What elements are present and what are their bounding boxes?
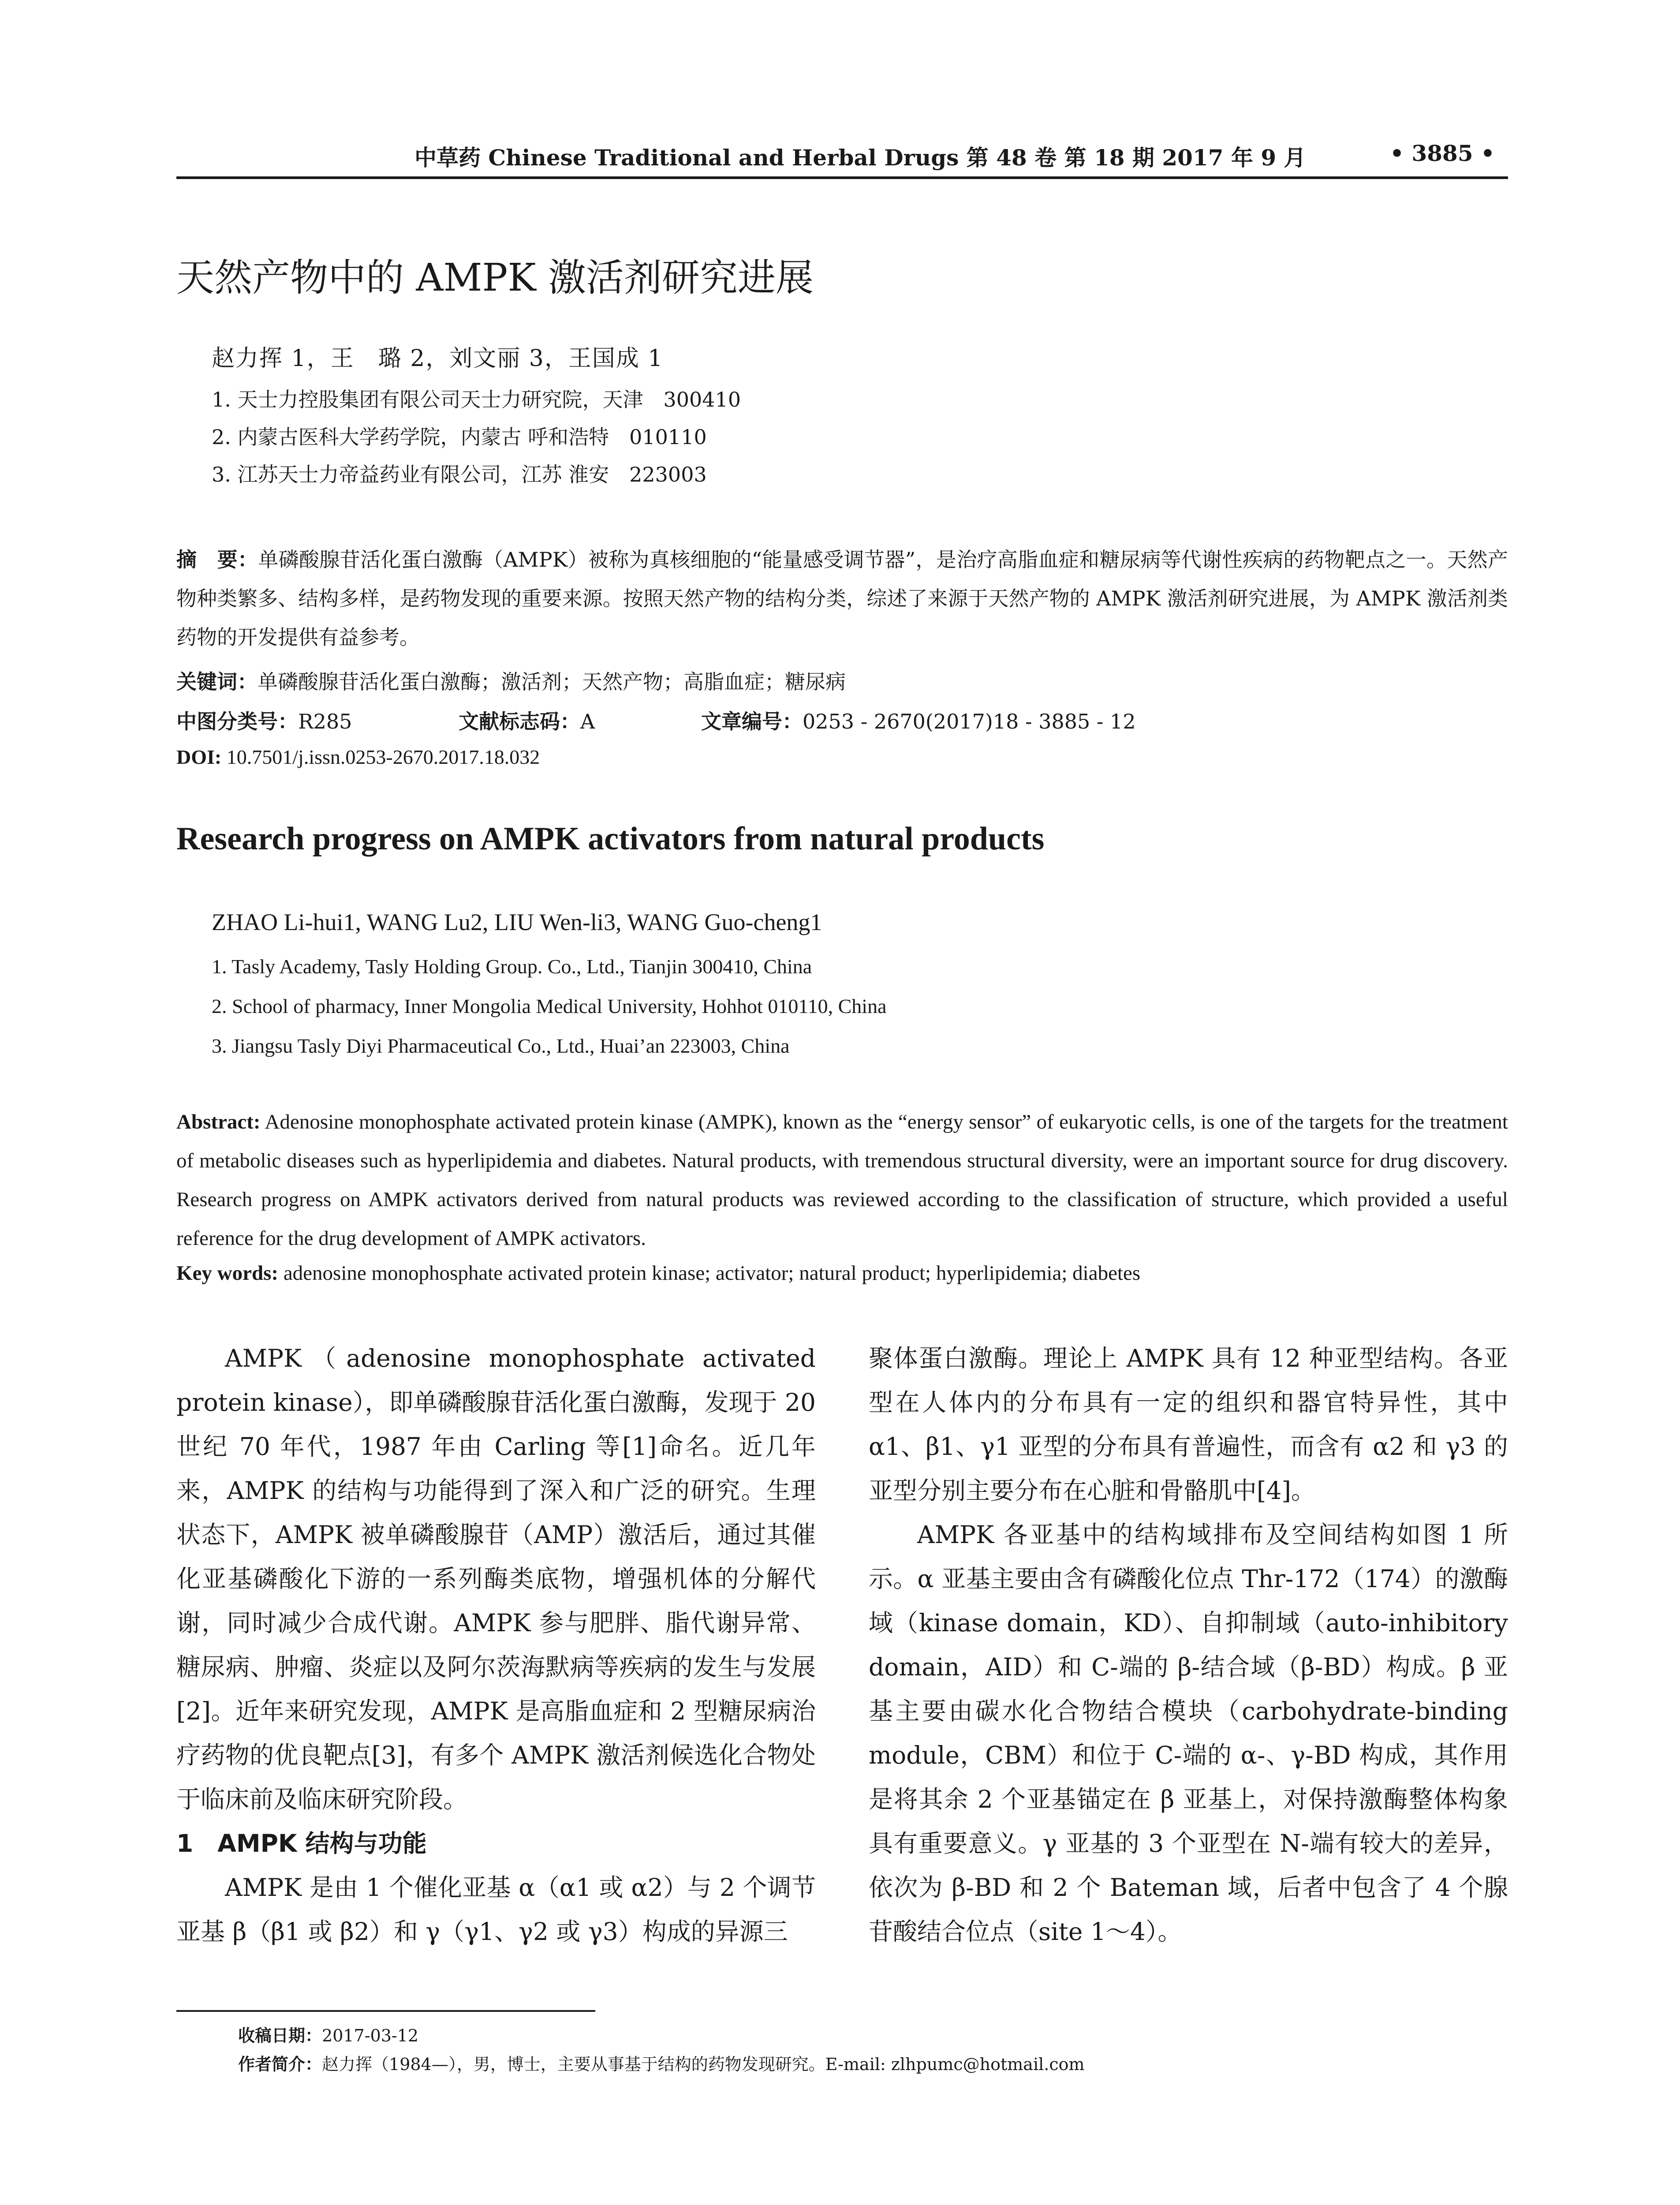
footnote-author <box>238 2051 1085 2075</box>
doi-line <box>176 745 540 769</box>
author-bio-label: 作者简介： <box>238 2055 322 2074</box>
header-rule <box>176 176 1508 179</box>
page-number: • 3885 • <box>1390 140 1495 166</box>
clc-label: 中图分类号： <box>176 710 298 733</box>
article-number <box>701 706 1136 735</box>
chinese-keywords-text: 单磷酸腺苷活化蛋白激酶；激活剂；天然产物；高脂血症；糖尿病 <box>258 670 846 694</box>
english-keywords-text: adenosine monophosphate activated protein kinase; activator; natural product; hyperlipidemia; diabetes <box>283 1262 1141 1285</box>
clc-value: R285 <box>298 710 352 733</box>
journal-info: 中草药 Chinese Traditional and Herbal Drugs 第 48 卷 第 18 期 2017 年 9 月 <box>414 145 1306 171</box>
footnote-rule <box>176 2010 595 2012</box>
chinese-title: 天然产物中的 AMPK 激活剂研究进展 <box>176 256 814 300</box>
chinese-affiliation-1: 1. 天士力控股集团有限公司天士力研究院，天津 300410 <box>212 388 741 411</box>
chinese-authors: 赵力挥 1，王 璐 2，刘文丽 3，王国成 1 <box>212 345 664 372</box>
doi-value: 10.7501/j.issn.0253-2670.2017.18.032 <box>226 746 540 768</box>
english-keywords <box>176 1261 1140 1285</box>
english-affiliation-3: 3. Jiangsu Tasly Diyi Pharmaceutical Co., Ltd., Huai’an 223003, China <box>212 1035 790 1057</box>
section-heading-1: 1 AMPK 结构与功能 <box>176 1829 427 1857</box>
doi-label: DOI: <box>176 746 222 768</box>
english-authors: ZHAO Li-hui1, WANG Lu2, LIU Wen-li3, WANG Guo-cheng1 <box>212 909 822 935</box>
chinese-keywords <box>176 666 846 695</box>
running-header <box>176 140 1508 176</box>
received-label: 收稿日期： <box>238 2026 322 2045</box>
chinese-affiliation-3: 3. 江苏天士力帝益药业有限公司，江苏 淮安 223003 <box>212 463 707 486</box>
footnote-received <box>238 2022 418 2046</box>
chinese-abstract-text: 单磷酸腺苷活化蛋白激酶（AMPK）被称为真核细胞的“能量感受调节器”，是治疗高脂血症和糖尿病等代谢性疾病的药物靶点之一。天然产物种类繁多、结构多样，是药物发现的重要来源。按照天然产物的结构分类，综述了来源于天然产物的 AMPK 激活剂研究进展，为 AMPK 激活剂类药物的开发提供有益参考。 <box>176 548 1508 649</box>
body-column-left <box>176 1336 816 1954</box>
english-abstract-label: Abstract: <box>176 1110 261 1133</box>
doc-value: A <box>580 710 595 733</box>
english-title: Research progress on AMPK activators from natural products <box>176 821 1045 857</box>
english-abstract <box>176 1102 1508 1258</box>
chinese-abstract-label: 摘 要： <box>176 548 258 572</box>
chinese-abstract <box>176 540 1508 657</box>
body-paragraph: AMPK（adenosine monophosphate activated protein kinase），即单磷酸腺苷活化蛋白激酶，发现于 20 世纪 70 年代，1987 年由 Carling 等[1]命名。近几年来，AMPK 的结构与功能得到了深入和广泛的研究。生理状态下，AMPK 被单磷酸腺苷（AMP）激活后，通过其催化亚基磷酸化下游的一系列酶类底物，增强机体的分解代谢，同时减少合成代谢。AMPK 参与肥胖、脂代谢异常、糖尿病、肿瘤、炎症以及阿尔茨海默病等疾病的发生与发展[2]。近年来研究发现，AMPK 是高脂血症和 2 型糖尿病治疗药物的优良靶点[3]，有多个 AMPK 激活剂候选化合物处于临床前及临床研究阶段。 <box>176 1344 816 1813</box>
body-paragraph: AMPK 各亚基中的结构域排布及空间结构如图 1 所示。α 亚基主要由含有磷酸化位点 Thr-172（174）的激酶域（kinase domain，KD）、自抑制域（auto-inhibitory domain，AID）和 C-端的 β-结合域（β-BD）构成。β 亚基主要由碳水化合物结合模块（carbohydrate-binding module，CBM）和位于 C-端的 α-、γ-BD 构成，其作用是将其余 2 个亚基锚定在 β 亚基上，对保持激酶整体构象具有重要意义。γ 亚基的 3 个亚型在 N-端有较大的差异，依次为 β-BD 和 2 个 Bateman 域，后者中包含了 4 个腺苷酸结合位点（site 1～4）。 <box>869 1521 1508 1946</box>
article-label: 文章编号： <box>701 710 803 733</box>
english-affiliation-1: 1. Tasly Academy, Tasly Holding Group. Co., Ltd., Tianjin 300410, China <box>212 955 812 978</box>
article-value: 0253 - 2670(2017)18 - 3885 - 12 <box>803 710 1136 733</box>
english-abstract-text: Adenosine monophosphate activated protein kinase (AMPK), known as the “energy sensor” of eukaryotic cells, is one of the targets for the treatment of metabolic diseases such as hyperlipidemia and diabetes. Natural products, with tremendous structural diversity, were an important source for drug discovery. Research progress on AMPK activators derived from natural products was reviewed according to the classification of structure, which provided a useful reference for the drug development of AMPK activators. <box>176 1110 1508 1250</box>
english-keywords-label: Key words: <box>176 1262 279 1285</box>
classification-line <box>176 706 352 735</box>
received-date: 2017-03-12 <box>322 2026 419 2045</box>
doc-label: 文献标志码： <box>459 710 580 733</box>
chinese-keywords-label: 关键词： <box>176 670 258 694</box>
body-paragraph: 聚体蛋白激酶。理论上 AMPK 具有 12 种亚型结构。各亚型在人体内的分布具有一定的组织和器官特异性，其中 α1、β1、γ1 亚型的分布具有普遍性，而含有 α2 和 γ3 的亚型分别主要分布在心脏和骨骼肌中[4]。 <box>869 1344 1508 1505</box>
body-column-right <box>869 1336 1508 1954</box>
body-paragraph: AMPK 是由 1 个催化亚基 α（α1 或 α2）与 2 个调节亚基 β（β1 或 β2）和 γ（γ1、γ2 或 γ3）构成的异源三 <box>176 1873 816 1946</box>
author-bio: 赵力挥（1984—），男，博士，主要从事基于结构的药物发现研究。E-mail: zlhpumc@hotmail.com <box>322 2055 1085 2074</box>
chinese-affiliation-2: 2. 内蒙古医科大学药学院，内蒙古 呼和浩特 010110 <box>212 425 707 449</box>
document-code <box>459 706 595 735</box>
english-affiliation-2: 2. School of pharmacy, Inner Mongolia Medical University, Hohhot 010110, China <box>212 995 887 1017</box>
